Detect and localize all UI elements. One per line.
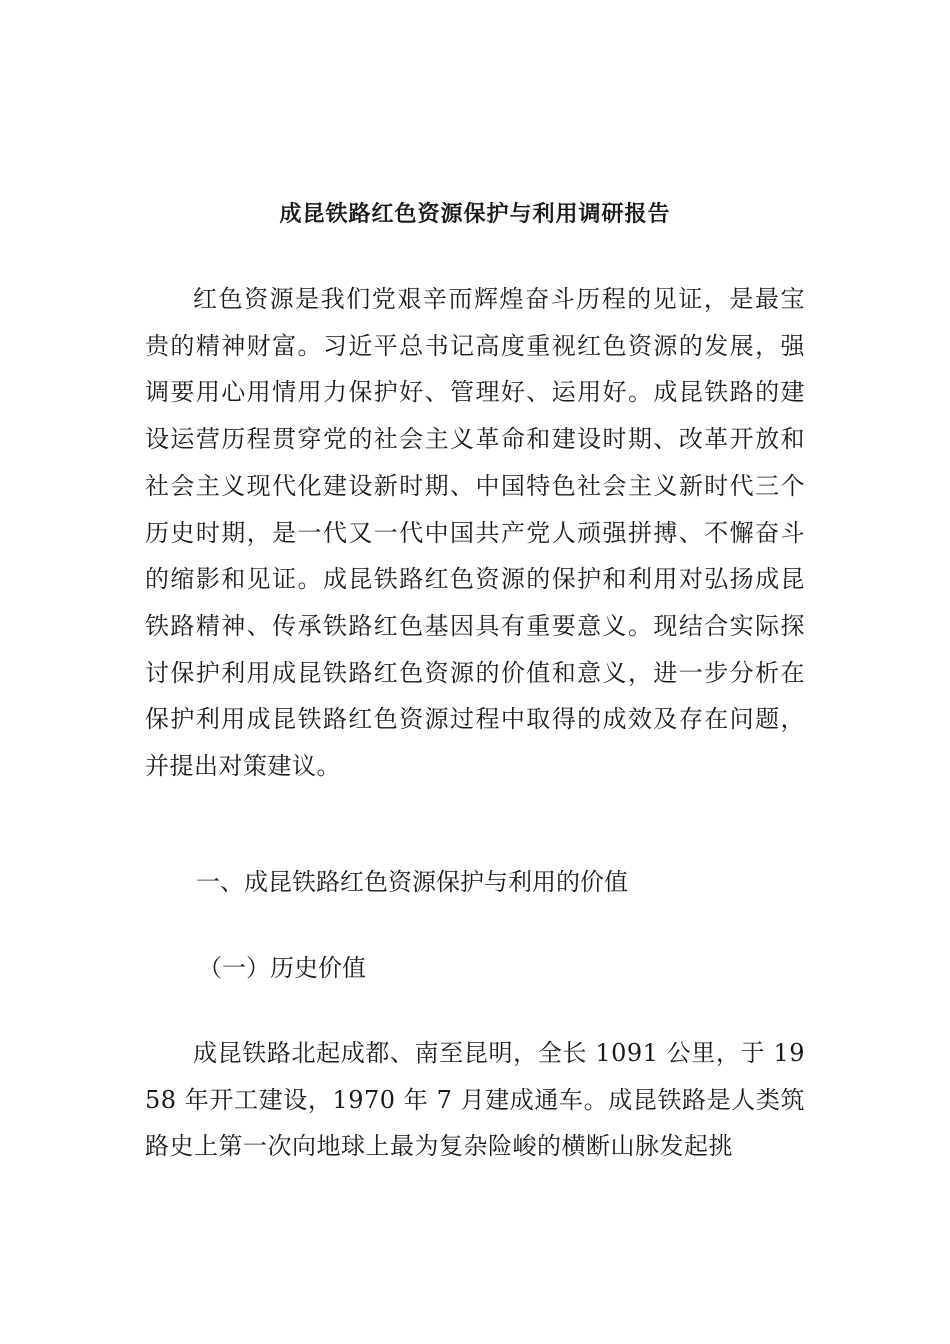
intro-paragraph: 红色资源是我们党艰辛而辉煌奋斗历程的见证，是最宝贵的精神财富。习近平总书记高度重视红色资源的发展，强调要用心用情用力保护好、管理好、运用好。成昆铁路的建设运营历程贯穿党的社会主义革命和建设时期、改革开放和社会主义现代化建设新时期、中国特色社会主义新时代三个历史时期，是一代又一代中国共产党人顽强拼搏、不懈奋斗的缩影和见证。成昆铁路红色资源的保护和利用对弘扬成昆铁路精神、传承铁路红色基因具有重要意义。现结合实际探讨保护利用成昆铁路红色资源的价值和意义，进一步分析在保护利用成昆铁路红色资源过程中取得的成效及存在问题，并提出对策建议。 [145, 285, 805, 781]
subsection-heading: （一）历史价值 [198, 954, 366, 982]
section-heading: 一、成昆铁路红色资源保护与利用的价值 [196, 868, 628, 896]
history-paragraph: 成昆铁路北起成都、南至昆明，全长 1091 公里，于 1958 年开工建设，1970 年 7 月建成通车。成昆铁路是人类筑路史上第一次向地球上最为复杂险峻的横断山脉发起挑 [145, 1039, 805, 1161]
document-title: 成昆铁路红色资源保护与利用调研报告 [279, 201, 671, 227]
